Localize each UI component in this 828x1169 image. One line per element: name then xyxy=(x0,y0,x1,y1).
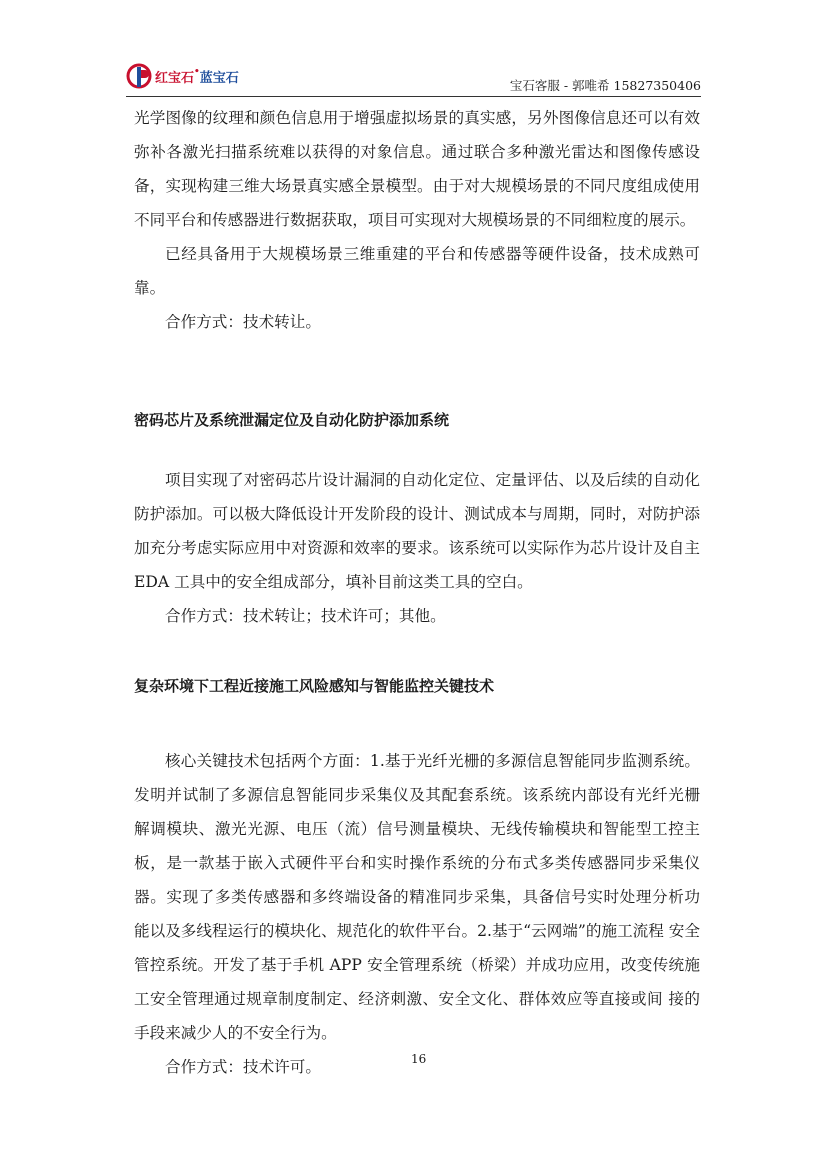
section-1-paragraph: 项目实现了对密码芯片设计漏洞的自动化定位、定量评估、以及后续的自动化防护添加。可以极大降低设计开发阶段的设计、测试成本与周期，同时，对防护添加充分考虑实际应用中对资源和效率的要求。该系统可以实际作为芯片设计及自主 EDA 工具中的安全组成部分，填补目前这类工具的空白。 xyxy=(134,471,700,591)
section-2-cooperation: 合作方式：技术许可。 xyxy=(165,1058,321,1076)
section-1-cooperation: 合作方式：技术转让；技术许可；其他。 xyxy=(165,607,446,625)
header-contact: 宝石客服 - 郭唯希 15827350406 xyxy=(509,78,701,93)
intro-section xyxy=(134,101,700,339)
logo-mark-icon xyxy=(126,63,152,89)
page-header xyxy=(126,56,701,96)
logo-dot: • xyxy=(194,66,200,77)
logo-text-red: 红宝石 xyxy=(155,70,195,86)
section-2-body xyxy=(134,744,700,1084)
intro-paragraph-2: 已经具备用于大规模场景三维重建的平台和传感器等硬件设备，技术成熟可靠。 xyxy=(134,245,700,297)
section-2-paragraph: 核心关键技术包括两个方面：1.基于光纤光栅的多源信息智能同步监测系统。发明并试制了多源信息智能同步采集仪及其配套系统。该系统内部设有光纤光栅 解调模块、激光光源、电压（流）信号测量模块、无线传输模块和智能型工控主 板，是一款基于嵌入式硬件平台和实时操作系统的分布式多类传感器同步采集仪 器。实现了多类传感器和多终端设备的精准同步采集，具备信号实时处理分析功 能以及多线程运行的模块化、规范化的软件平台。2.基于“云网端”的施工流程 安全管控系统。开发了基于手机 APP 安全管理系统（桥梁）并成功应用，改变传统施工安全管理通过规章制度制定、经济刺激、安全文化、群体效应等直接或间 接的手段来减少人的不安全行为。 xyxy=(134,752,700,1042)
section-1-title: 密码芯片及系统泄漏定位及自动化防护添加系统 xyxy=(134,411,450,429)
page-number: 16 xyxy=(411,1052,427,1066)
intro-paragraph-1: 光学图像的纹理和颜色信息用于增强虚拟场景的真实感，另外图像信息还可以有效弥补各激光扫描系统难以获得的对象信息。通过联合多种激光雷达和图像传感设备，实现构建三维大场景真实感全景模型。由于对大规模场景的不同尺度组成使用不同平台和传感器进行数据获取，项目可实现对大规模场景的不同细粒度的展示。 xyxy=(134,109,700,229)
intro-cooperation: 合作方式：技术转让。 xyxy=(165,313,321,331)
company-logo xyxy=(126,62,239,90)
logo-text-blue: 蓝宝石 xyxy=(199,70,239,86)
section-2-title: 复杂环境下工程近接施工风险感知与智能监控关键技术 xyxy=(134,677,495,695)
section-1-body xyxy=(134,463,700,633)
header-divider xyxy=(126,96,701,97)
logo-text xyxy=(155,67,239,86)
